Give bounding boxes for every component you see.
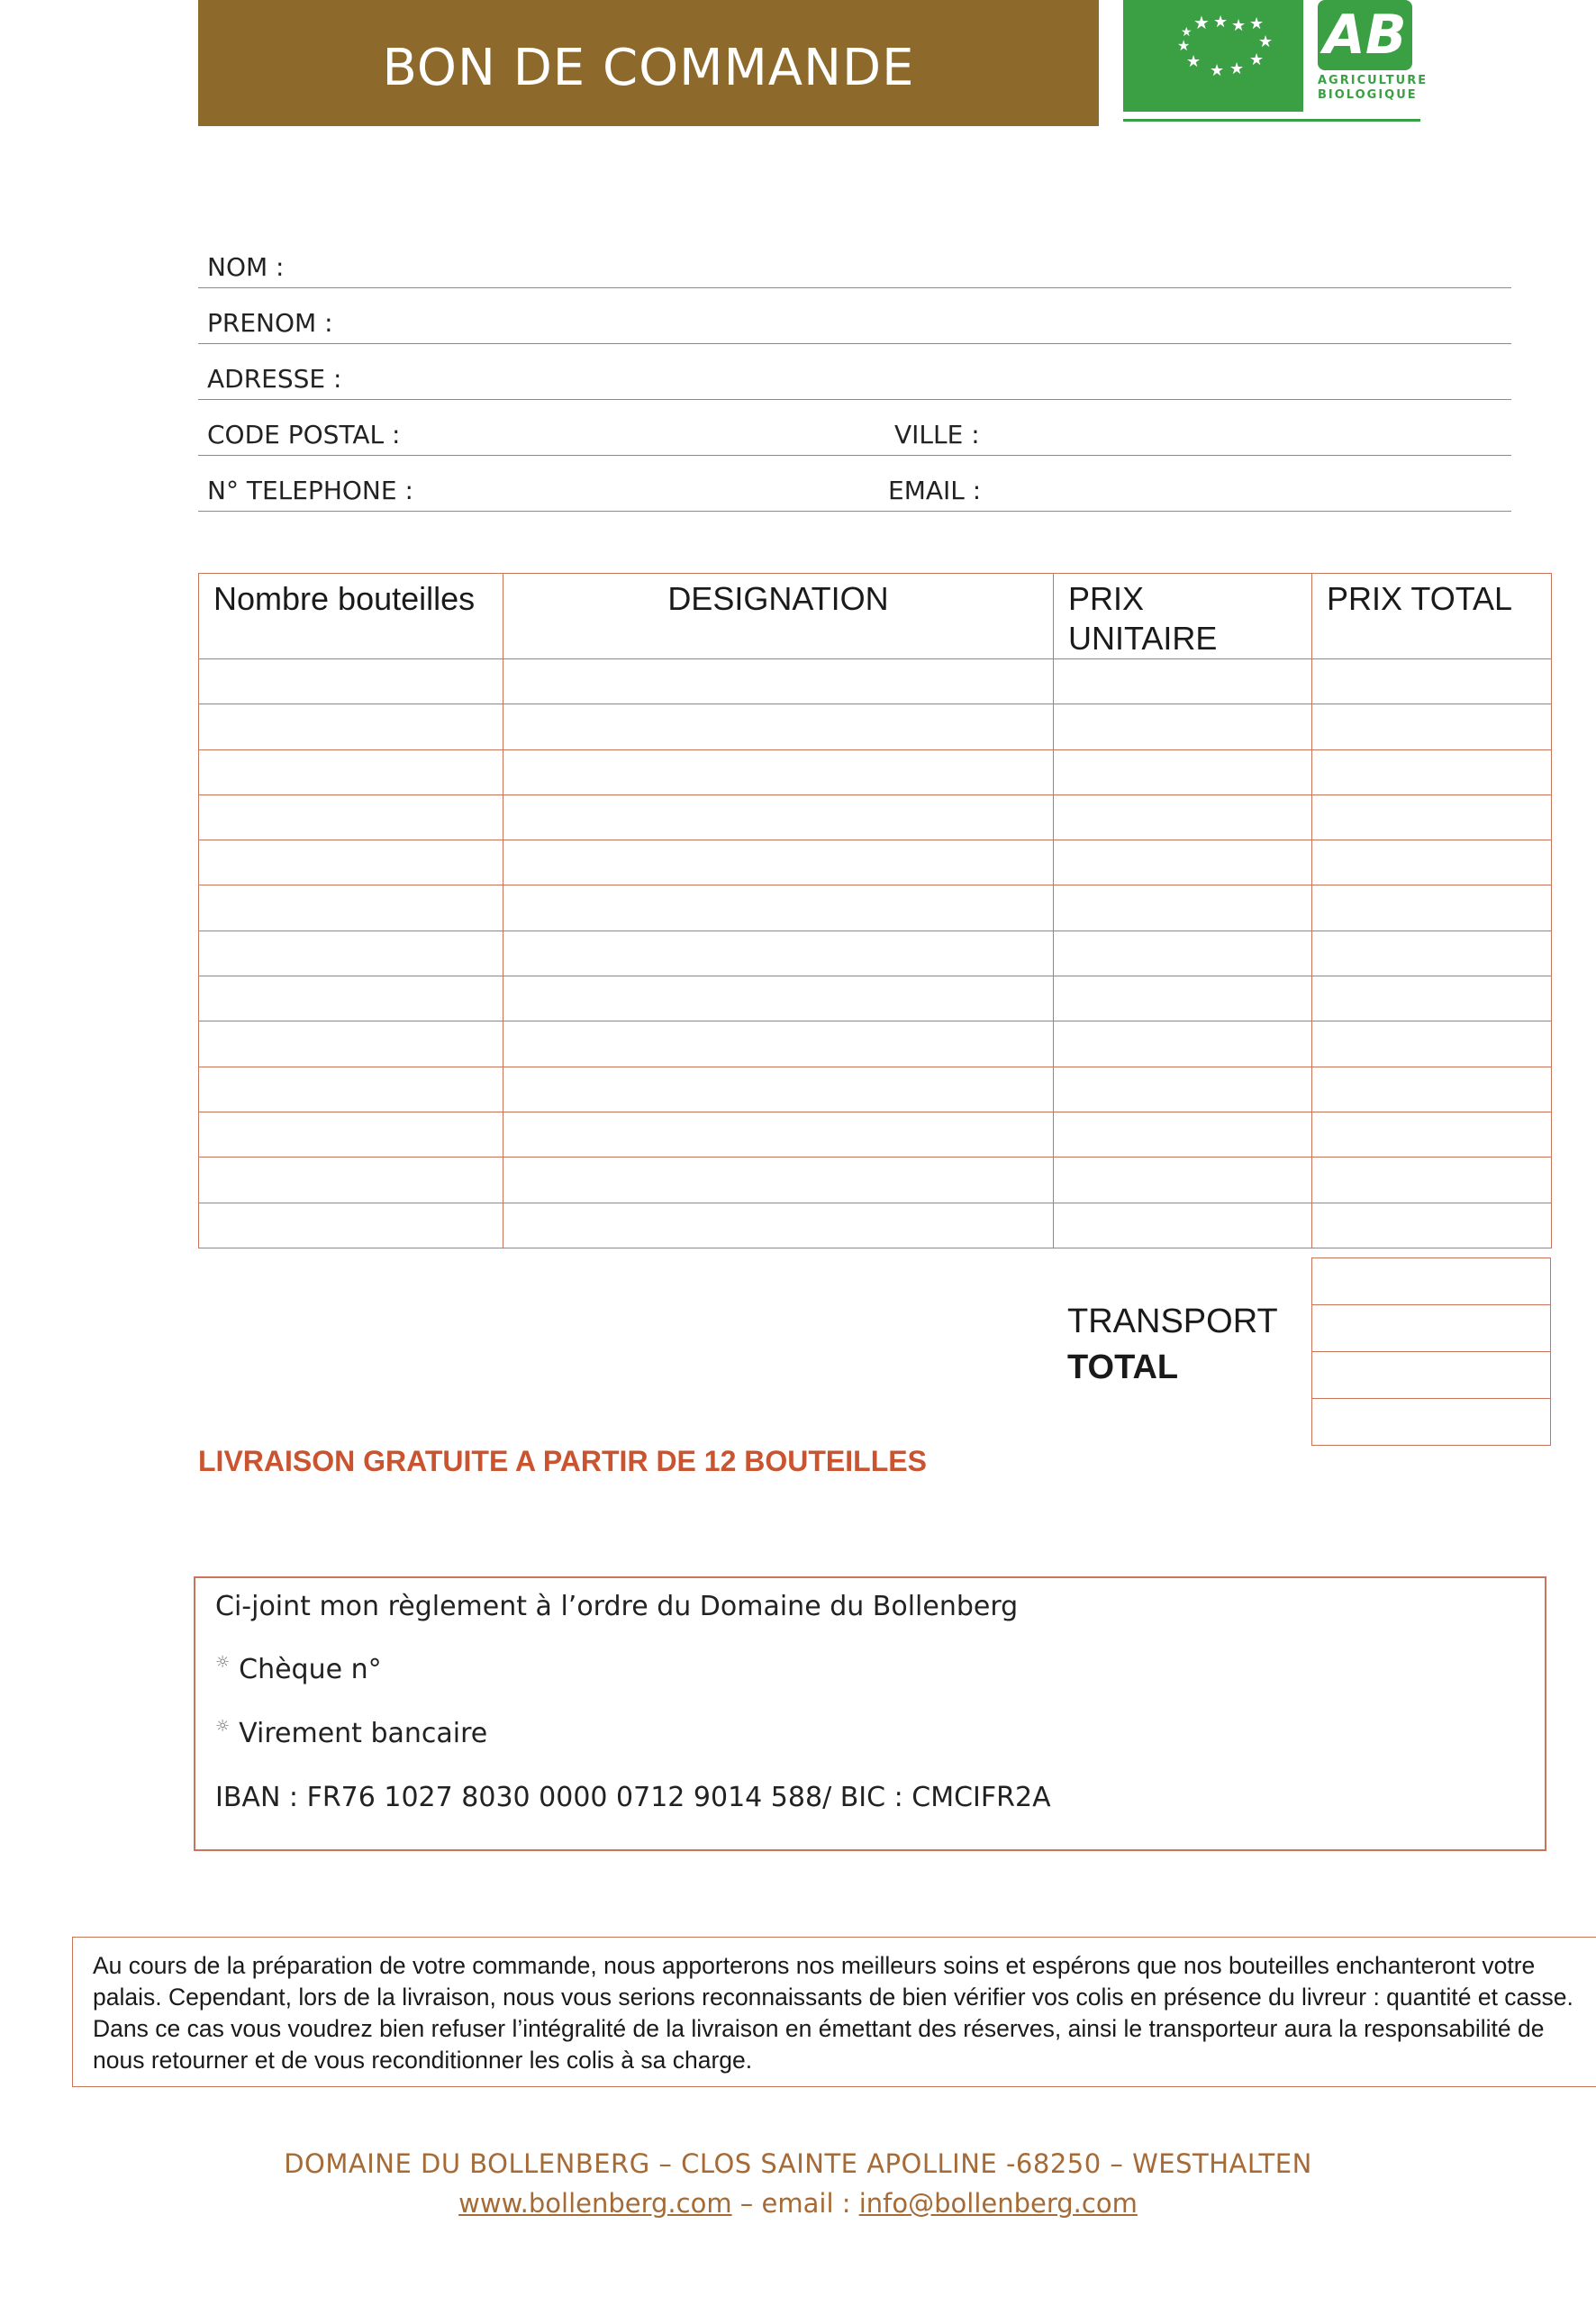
svg-text:★: ★ bbox=[1249, 14, 1265, 33]
cell-unit-price[interactable] bbox=[1054, 1067, 1312, 1112]
svg-text:★: ★ bbox=[1231, 16, 1247, 35]
field-label-prenom: PRENOM : bbox=[207, 308, 333, 338]
header-quantity: Nombre bouteilles bbox=[199, 574, 503, 659]
cell-total-price[interactable] bbox=[1312, 1067, 1552, 1112]
cell-designation[interactable] bbox=[503, 659, 1054, 704]
ab-caption-line1: AGRICULTURE bbox=[1318, 74, 1428, 87]
cell-total-price[interactable] bbox=[1312, 1021, 1552, 1067]
email-link[interactable]: info@bollenberg.com bbox=[858, 2188, 1138, 2219]
table-row bbox=[199, 1158, 1552, 1203]
cell-quantity[interactable] bbox=[199, 1021, 503, 1067]
payment-iban: IBAN : FR76 1027 8030 0000 0712 9014 588/ BIC : CMCIFR2A bbox=[215, 1782, 1051, 1813]
cell-designation[interactable] bbox=[503, 1112, 1054, 1157]
cell-total-price[interactable] bbox=[1312, 1112, 1552, 1157]
svg-text:★: ★ bbox=[1213, 13, 1229, 32]
ab-letters: AB bbox=[1323, 4, 1407, 67]
cell-quantity[interactable] bbox=[199, 885, 503, 931]
order-table-header bbox=[199, 574, 1552, 659]
transport-label: TRANSPORT bbox=[1067, 1303, 1278, 1340]
footer-contact bbox=[0, 2188, 1596, 2219]
svg-text:★: ★ bbox=[1249, 50, 1265, 69]
cell-unit-price[interactable] bbox=[1054, 931, 1312, 976]
total-value-cell[interactable] bbox=[1311, 1352, 1551, 1399]
cell-designation[interactable] bbox=[503, 840, 1054, 885]
table-row bbox=[199, 1203, 1552, 1248]
free-delivery-notice: LIVRAISON GRATUITE A PARTIR DE 12 BOUTEILLES bbox=[198, 1445, 927, 1477]
field-telephone-email[interactable] bbox=[198, 455, 1511, 512]
table-row bbox=[199, 704, 1552, 749]
cell-total-price[interactable] bbox=[1312, 749, 1552, 794]
cell-designation[interactable] bbox=[503, 1021, 1054, 1067]
disclaimer-text: Au cours de la préparation de votre commande, nous apporterons nos meilleurs soins et espérons que nos bouteilles enchanteront votre palais. Cependant, lors de la livraison, nous vous serions reconnaissants de bien vérifier vos colis en présence du livreur : quantité et casse. Dans ce cas vous voudrez bien refuser l’intégralité de la livraison en émettant des réserves, ainsi le transporteur aura la responsabilité de nous retourner et de vous reconditionner les colis à sa charge. bbox=[93, 1952, 1573, 2074]
svg-text:★: ★ bbox=[1193, 12, 1210, 33]
payment-option-cheque[interactable] bbox=[215, 1654, 382, 1685]
cell-quantity[interactable] bbox=[199, 659, 503, 704]
cell-designation[interactable] bbox=[503, 704, 1054, 749]
cell-quantity[interactable] bbox=[199, 931, 503, 976]
website-link[interactable]: www.bollenberg.com bbox=[458, 2188, 732, 2219]
total-label: TOTAL bbox=[1067, 1348, 1179, 1386]
field-nom[interactable] bbox=[198, 232, 1511, 288]
ab-logo bbox=[1318, 0, 1428, 122]
table-row bbox=[199, 976, 1552, 1021]
cell-unit-price[interactable] bbox=[1054, 1158, 1312, 1203]
field-label-adresse: ADRESSE : bbox=[207, 364, 342, 394]
cell-unit-price[interactable] bbox=[1054, 976, 1312, 1021]
payment-intro: Ci-joint mon règlement à l’ordre du Domaine du Bollenberg bbox=[215, 1591, 1019, 1622]
svg-text:★: ★ bbox=[1229, 59, 1245, 78]
cell-unit-price[interactable] bbox=[1054, 1021, 1312, 1067]
payment-option-transfer-label: Virement bancaire bbox=[239, 1718, 488, 1749]
cell-total-price[interactable] bbox=[1312, 704, 1552, 749]
field-label-email: EMAIL : bbox=[888, 476, 982, 505]
table-row bbox=[199, 794, 1552, 840]
cell-unit-price[interactable] bbox=[1054, 885, 1312, 931]
cell-quantity[interactable] bbox=[199, 794, 503, 840]
ab-caption-line2: BIOLOGIQUE bbox=[1318, 88, 1418, 102]
delivery-disclaimer bbox=[72, 1937, 1596, 2087]
table-row bbox=[199, 885, 1552, 931]
cell-designation[interactable] bbox=[503, 749, 1054, 794]
transport-value-cell[interactable] bbox=[1311, 1305, 1551, 1352]
cell-unit-price[interactable] bbox=[1054, 659, 1312, 704]
table-row bbox=[199, 1112, 1552, 1157]
cell-unit-price[interactable] bbox=[1054, 840, 1312, 885]
field-label-code-postal: CODE POSTAL : bbox=[207, 420, 401, 449]
header-unit-price bbox=[1054, 574, 1312, 659]
cell-quantity[interactable] bbox=[199, 704, 503, 749]
header-band bbox=[198, 0, 1099, 126]
cell-quantity[interactable] bbox=[199, 1112, 503, 1157]
header-unit-price-line2: UNITAIRE bbox=[1068, 620, 1218, 657]
payment-option-cheque-label: Chèque n° bbox=[239, 1654, 382, 1685]
cell-quantity[interactable] bbox=[199, 1067, 503, 1112]
cell-designation[interactable] bbox=[503, 931, 1054, 976]
cell-designation[interactable] bbox=[503, 1203, 1054, 1248]
cell-quantity[interactable] bbox=[199, 749, 503, 794]
payment-option-transfer[interactable] bbox=[215, 1718, 487, 1749]
cell-unit-price[interactable] bbox=[1054, 704, 1312, 749]
payment-box bbox=[194, 1576, 1546, 1851]
table-row bbox=[199, 1067, 1552, 1112]
table-row bbox=[199, 659, 1552, 704]
table-row bbox=[199, 840, 1552, 885]
field-label-ville: VILLE : bbox=[894, 420, 980, 449]
svg-text:★: ★ bbox=[1177, 37, 1191, 54]
totals-last-cell[interactable] bbox=[1311, 1399, 1551, 1446]
svg-text:★: ★ bbox=[1210, 61, 1225, 80]
svg-text:★: ★ bbox=[1181, 25, 1192, 40]
field-label-nom: NOM : bbox=[207, 252, 285, 282]
field-label-telephone: N° TELEPHONE : bbox=[207, 476, 413, 505]
cell-quantity[interactable] bbox=[199, 976, 503, 1021]
cell-total-price[interactable] bbox=[1312, 1203, 1552, 1248]
cell-total-price[interactable] bbox=[1312, 885, 1552, 931]
eu-organic-logo bbox=[1123, 0, 1303, 112]
cell-unit-price[interactable] bbox=[1054, 794, 1312, 840]
cell-unit-price[interactable] bbox=[1054, 1203, 1312, 1248]
field-adresse[interactable] bbox=[198, 343, 1511, 400]
cell-total-price[interactable] bbox=[1312, 931, 1552, 976]
cell-designation[interactable] bbox=[503, 885, 1054, 931]
header-unit-price-line1: PRIX bbox=[1068, 580, 1145, 617]
cell-quantity[interactable] bbox=[199, 1158, 503, 1203]
page-title: BON DE COMMANDE bbox=[382, 38, 915, 97]
svg-text:★: ★ bbox=[1186, 52, 1202, 71]
cell-total-price[interactable] bbox=[1312, 1158, 1552, 1203]
checkbox-sun-icon[interactable]: ☼ bbox=[215, 1717, 231, 1736]
checkbox-sun-icon[interactable]: ☼ bbox=[215, 1653, 231, 1672]
header-total-price: PRIX TOTAL bbox=[1312, 574, 1552, 659]
totals-box bbox=[1311, 1257, 1551, 1446]
table-row bbox=[199, 749, 1552, 794]
cell-unit-price[interactable] bbox=[1054, 749, 1312, 794]
cell-total-price[interactable] bbox=[1312, 794, 1552, 840]
totals-extra-cell[interactable] bbox=[1311, 1257, 1551, 1305]
field-prenom[interactable] bbox=[198, 287, 1511, 344]
cell-unit-price[interactable] bbox=[1054, 1112, 1312, 1157]
ab-badge bbox=[1318, 0, 1412, 70]
svg-text:★: ★ bbox=[1258, 32, 1274, 51]
eu-organic-leaf-icon bbox=[1123, 0, 1303, 108]
email-label: – email : bbox=[731, 2188, 859, 2219]
cell-total-price[interactable] bbox=[1312, 659, 1552, 704]
table-row bbox=[199, 1021, 1552, 1067]
cell-total-price[interactable] bbox=[1312, 840, 1552, 885]
cell-quantity[interactable] bbox=[199, 840, 503, 885]
cell-designation[interactable] bbox=[503, 976, 1054, 1021]
logo-underline bbox=[1123, 119, 1420, 122]
cell-total-price[interactable] bbox=[1312, 976, 1552, 1021]
order-table bbox=[198, 573, 1552, 1248]
field-code-postal-ville[interactable] bbox=[198, 399, 1511, 456]
ab-caption bbox=[1318, 74, 1428, 103]
cell-designation[interactable] bbox=[503, 794, 1054, 840]
header-designation: DESIGNATION bbox=[503, 574, 1054, 659]
footer-address: DOMAINE DU BOLLENBERG – CLOS SAINTE APOLLINE -68250 – WESTHALTEN bbox=[284, 2148, 1312, 2179]
table-row bbox=[199, 931, 1552, 976]
cell-quantity[interactable] bbox=[199, 1203, 503, 1248]
cell-designation[interactable] bbox=[503, 1158, 1054, 1203]
cell-designation[interactable] bbox=[503, 1067, 1054, 1112]
